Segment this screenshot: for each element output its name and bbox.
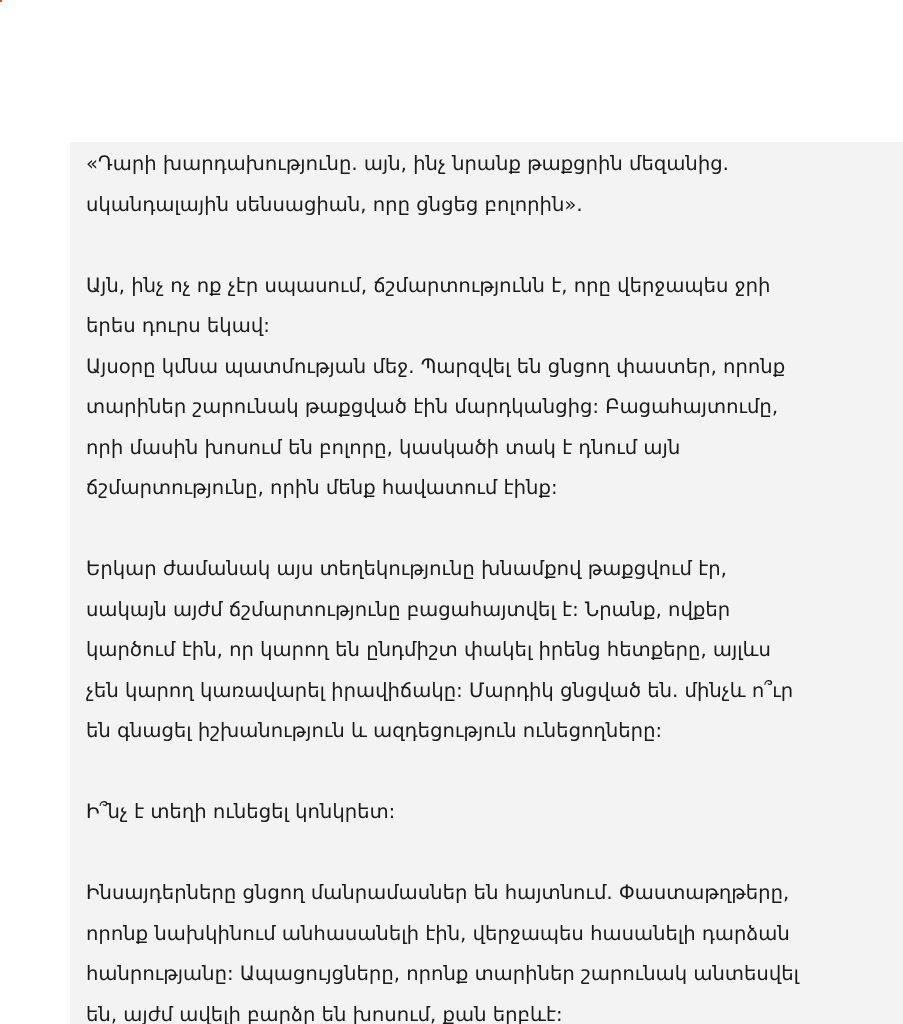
text-line: Ինսայդերները ցնցող մանրամասներ են հայտնում. Փաստաթղթերը,: [86, 881, 790, 904]
text-line: տարիներ շարունակ թաքցված էին մարդկանցից: Բացահայտումը,: [86, 395, 779, 418]
text-line: Ի՞նչ է տեղի ունեցել կոնկրետ:: [86, 800, 396, 823]
text-line: Այսօրը կմնա պատմության մեջ. Պարզվել են ցնցող փաստեր, որոնք: [86, 354, 786, 378]
article-body: [86, 144, 886, 1024]
paragraph-body: [86, 549, 886, 752]
text-line: երես դուրս եկավ:: [86, 314, 270, 337]
text-line: չեն կարող կառավարել իրավիճակը: Մարդիկ ցնցված են. մինչև ո՞ւր: [86, 678, 794, 702]
text-line: Այն, ինչ ոչ ոք չէր սպասում, ճշմարտությունն է, որը վերջապես ջրի: [86, 273, 771, 297]
paragraph-headline: [86, 144, 886, 225]
text-line: Երկար ժամանակ այս տեղեկությունը խնամքով թաքցվում էր,: [86, 557, 727, 580]
paragraph-question: [86, 792, 886, 833]
text-line: սակայն այժմ ճշմարտությունը բացահայտվել է: Նրանք, ովքեր: [86, 597, 731, 621]
text-line: ճշմարտությունը, որին մենք հավատում էինք:: [86, 476, 558, 499]
text-line: որի մասին խոսում են բոլորը, կասկածի տակ է դնում այն: [86, 435, 681, 459]
article-panel: [70, 142, 903, 1024]
text-line: «Դարի խարդախությունը. այն, ինչ նրանք թաքցրին մեզանից.: [86, 152, 729, 175]
text-line: են, այժմ ավելի բարձր են խոսում, քան երբևէ:: [86, 1002, 563, 1024]
text-line: են գնացել իշխանություն և ազդեցություն ունեցողները:: [86, 719, 663, 742]
paragraph-intro: [86, 266, 886, 509]
text-line: կարծում էին, որ կարող են ընդմիշտ փակել իրենց հետքերը, այլևս: [86, 638, 771, 661]
paragraph-details: [86, 873, 886, 1024]
text-line: հանրությանը: Ապացույցները, որոնք տարիներ շարունակ անտեսվել: [86, 962, 799, 985]
text-line: որոնք նախկինում անհասանելի էին, վերջապես հասանելի դարձան: [86, 921, 790, 945]
text-line: սկանդալային սենսացիան, որը ցնցեց բոլորին».: [86, 192, 583, 216]
corner-mark: [0, 0, 2, 2]
